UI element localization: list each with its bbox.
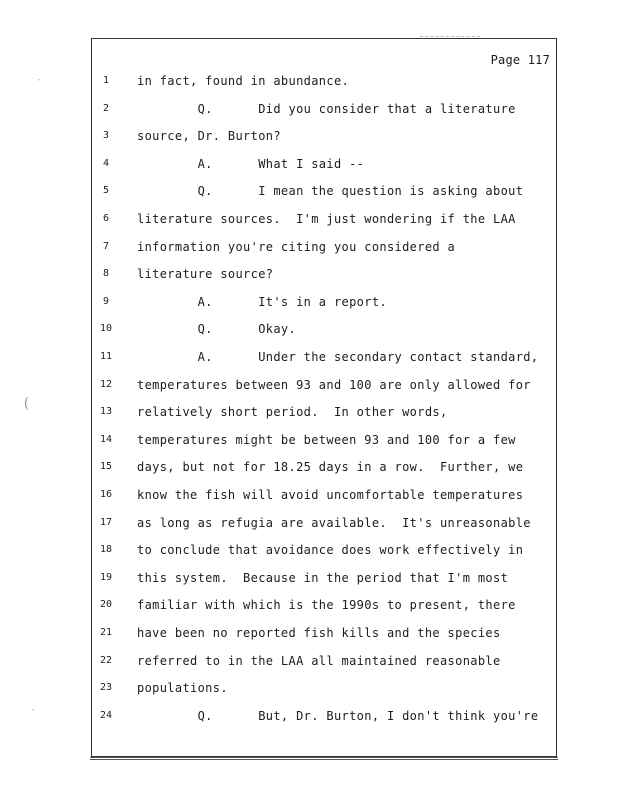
line-number: 6 [102,213,110,224]
line-number: 19 [99,571,113,583]
line-number: 4 [102,157,110,169]
transcript-line: Q. I mean the question is asking about [137,184,524,199]
transcript-line: in fact, found in abundance. [137,74,350,88]
line-number: 10 [99,323,113,335]
line-number: 15 [99,461,113,473]
margin-mark: ′ [30,708,37,719]
line-number: 23 [99,682,113,694]
margin-mark: ′ [36,78,43,89]
transcript-line: as long as refugia are available. It's unreasonable [137,515,531,530]
line-number: 14 [99,433,113,445]
transcript-line: familiar with which is the 1990s to present, there [137,598,516,613]
line-number: 1 [102,75,110,86]
line-number: 3 [102,130,110,142]
transcript-line: literature sources. I'm just wondering if the LAA [137,212,516,226]
line-number: 7 [102,240,110,252]
transcript-line: A. What I said -- [137,156,365,171]
line-number: 24 [99,709,113,721]
line-number: 17 [99,516,113,528]
transcript-line: have been no reported fish kills and the species [137,626,501,640]
line-number: 9 [102,295,110,307]
line-number: 11 [99,351,113,362]
line-number: 13 [99,406,113,418]
transcript-line: this system. Because in the period that I'm most [137,570,509,585]
transcript-line: Q. But, Dr. Burton, I don't think you're [137,708,539,723]
page-number: Page 117 [490,53,550,67]
line-number: 2 [102,102,110,114]
line-number: 18 [99,544,113,556]
line-number: 20 [99,599,113,611]
transcript-line: know the fish will avoid uncomfortable temperatures [137,488,524,502]
transcript-page-frame [91,38,557,757]
line-number: 5 [102,185,110,197]
transcript-line: Q. Okay. [137,322,297,337]
margin-mark: ( [22,396,31,412]
transcript-line: A. It's in a report. [137,294,387,309]
transcript-line: relatively short period. In other words, [137,405,448,420]
transcript-line: temperatures might be between 93 and 100 for a few [137,432,516,447]
transcript-line: populations. [137,681,228,696]
transcript-line: days, but not for 18.25 days in a row. Further, we [137,460,524,475]
scan-artifact [420,36,480,39]
transcript-line: referred to in the LAA all maintained reasonable [137,653,501,668]
transcript-line: source, Dr. Burton? [137,129,281,144]
transcript-line: temperatures between 93 and 100 are only allowed for [137,377,531,392]
line-number: 22 [99,654,113,666]
transcript-line: to conclude that avoidance does work effectively in [137,543,524,558]
line-number: 16 [99,489,113,500]
line-number: 12 [99,378,113,390]
transcript-line: literature source? [137,267,274,282]
transcript-line: Q. Did you consider that a literature [137,101,516,116]
line-number: 21 [99,627,113,638]
line-number: 8 [102,268,110,280]
transcript-line: A. Under the secondary contact standard, [137,350,539,364]
page-bottom-rule [90,757,558,760]
transcript-line: information you're citing you considered a [137,239,456,254]
